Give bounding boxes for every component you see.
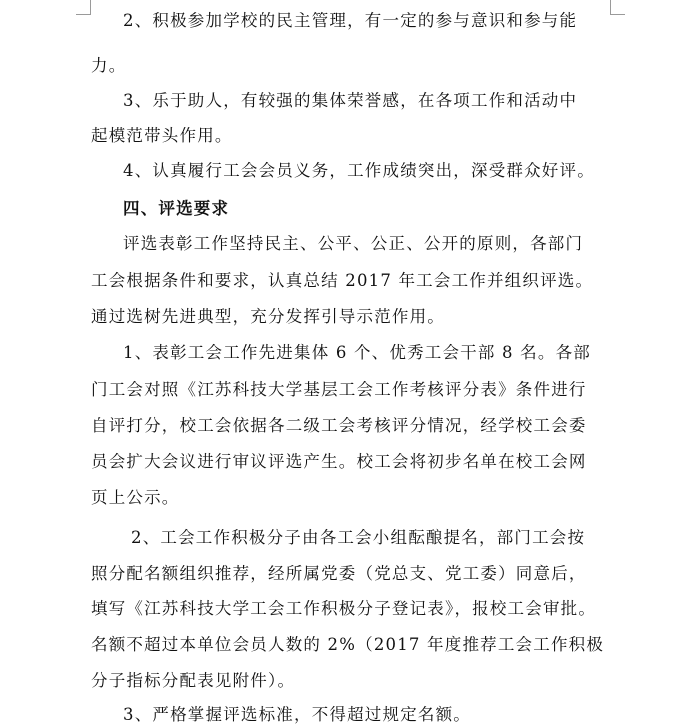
text-line: 自评打分，校工会依据各二级工会考核评分情况，经学校工会委 [91, 416, 587, 435]
text-line: 门工会对照《江苏科技大学基层工会工作考核评分表》条件进行 [91, 380, 587, 399]
text-line: 照分配名额组织推荐，经所属党委（党总支、党工委）同意后， [91, 564, 587, 583]
text-line: 分子指标分配表见附件）。 [91, 671, 296, 690]
section-heading: 四、评选要求 [123, 199, 230, 218]
text-line: 评选表彰工作坚持民主、公平、公正、公开的原则，各部门 [123, 234, 584, 253]
text-line: 1、表彰工会工作先进集体 6 个、优秀工会干部 8 名。各部 [123, 343, 591, 362]
text-line: 2、积极参加学校的民主管理，有一定的参与意识和参与能 [123, 11, 578, 30]
text-line: 名额不超过本单位会员人数的 2%（2017 年度推荐工会工作积极 [91, 635, 605, 654]
margin-corner-mark-left [76, 0, 91, 15]
text-line: 2、工会工作积极分子由各工会小组酝酿提名，部门工会按 [131, 528, 586, 547]
text-line: 起模范带头作用。 [91, 126, 233, 145]
text-line: 4、认真履行工会会员义务，工作成绩突出，深受群众好评。 [123, 161, 595, 180]
text-line: 力。 [91, 56, 127, 75]
text-line: 页上公示。 [91, 488, 180, 507]
margin-corner-mark-right [610, 0, 625, 15]
text-line: 3、严格掌握评选标准，不得超过规定名额。 [123, 705, 471, 724]
text-line: 通过选树先进典型，充分发挥引导示范作用。 [91, 307, 445, 326]
text-line: 工会根据条件和要求，认真总结 2017 年工会工作并组织评选。 [91, 271, 594, 290]
text-line: 3、乐于助人，有较强的集体荣誉感，在各项工作和活动中 [123, 91, 578, 110]
text-line: 填写《江苏科技大学工会工作积极分子登记表》，报校工会审批。 [91, 599, 597, 618]
text-line: 员会扩大会议进行审议评选产生。校工会将初步名单在校工会网 [91, 452, 587, 471]
